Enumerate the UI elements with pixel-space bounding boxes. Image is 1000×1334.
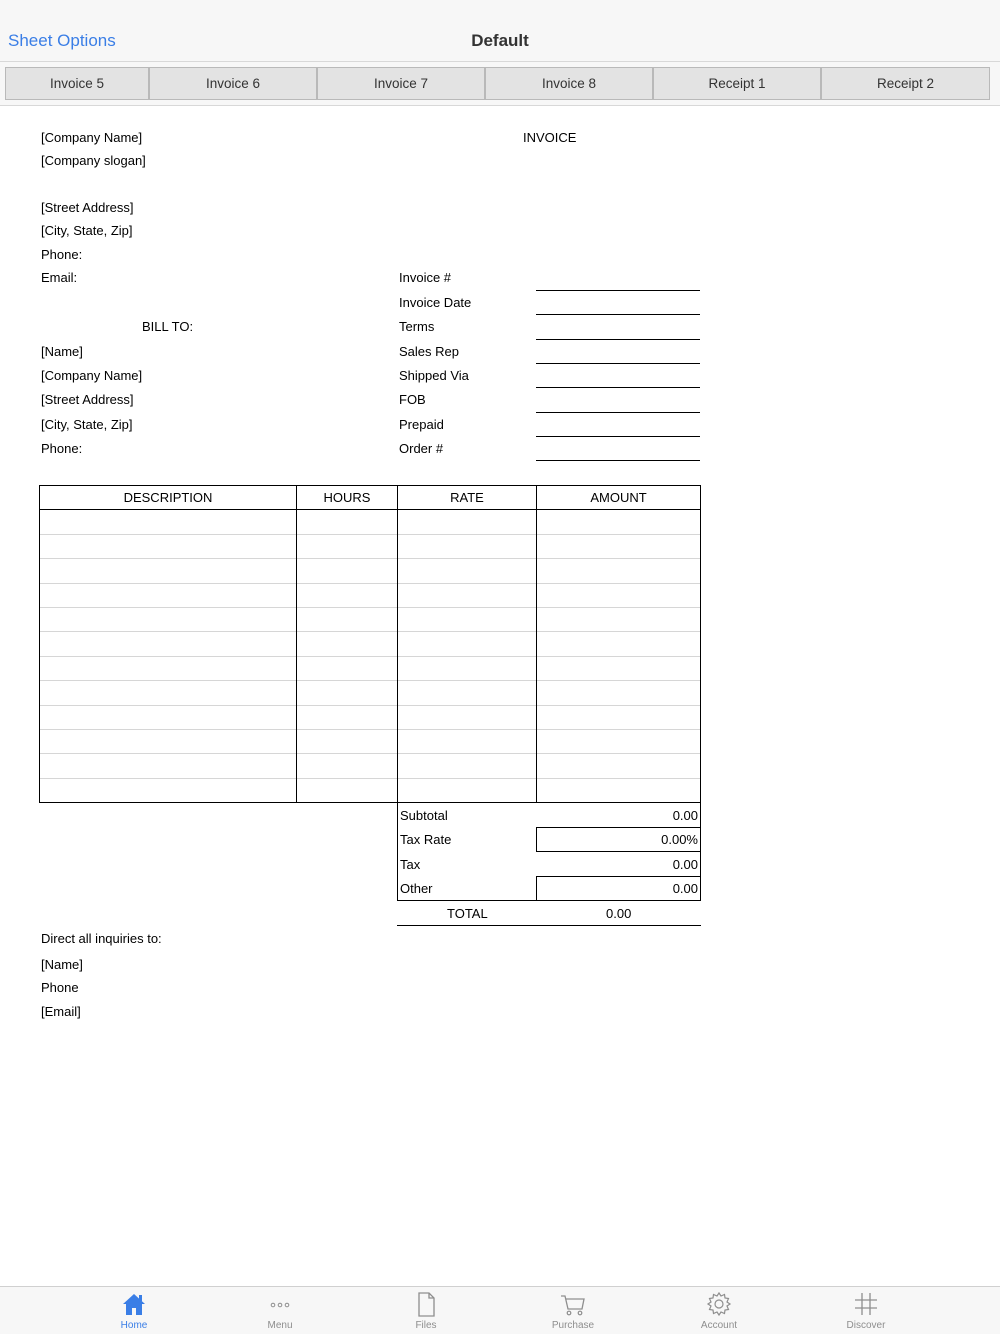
tab-invoice-6[interactable]: Invoice 6 (149, 67, 317, 100)
row-divider (40, 680, 700, 681)
tabbar-menu[interactable] (230, 1287, 330, 1334)
other-value: 0.00 (672, 881, 698, 896)
tab-invoice-7[interactable]: Invoice 7 (317, 67, 485, 100)
invoice-date-field[interactable] (536, 314, 700, 315)
tabbar-discover[interactable] (816, 1287, 916, 1334)
home-icon (121, 1291, 147, 1317)
subtotal-value: 0.00 (672, 808, 698, 823)
bill-to-company[interactable]: [Company Name] (41, 368, 143, 383)
inquiries-name[interactable]: [Name] (41, 957, 83, 972)
fob-label: FOB (399, 392, 426, 407)
prepaid-label: Prepaid (399, 417, 444, 432)
company-name[interactable]: [Company Name] (41, 130, 143, 145)
column-divider (296, 486, 297, 802)
tab-receipt-2[interactable]: Receipt 2 (821, 67, 990, 100)
bottom-tab-bar (0, 1286, 1000, 1334)
total-underline (397, 925, 701, 926)
invoice-sheet (0, 106, 1000, 1286)
total-value: 0.00 (606, 906, 632, 921)
file-icon (413, 1291, 439, 1317)
tab-invoice-8[interactable]: Invoice 8 (485, 67, 653, 100)
city-state-zip[interactable]: [City, State, Zip] (41, 223, 133, 238)
row-divider (40, 705, 700, 706)
subtotal-label: Subtotal (400, 808, 448, 823)
invoice-number-field[interactable] (536, 290, 700, 291)
email-label: Email: (41, 270, 78, 285)
invoice-number-label: Invoice # (399, 270, 452, 285)
tax-rate-label: Tax Rate (400, 832, 452, 847)
tabbar-home[interactable] (84, 1287, 184, 1334)
total-label: TOTAL (447, 906, 488, 921)
tabbar-purchase[interactable] (523, 1287, 623, 1334)
order-number-field[interactable] (536, 460, 700, 461)
shipped-via-field[interactable] (536, 387, 700, 388)
column-header-rate: RATE (450, 490, 484, 505)
bill-to-city[interactable]: [City, State, Zip] (41, 417, 133, 432)
bill-to-heading: BILL TO: (142, 319, 194, 334)
navigation-bar (0, 0, 1000, 62)
inquiries-label: Direct all inquiries to: (41, 931, 162, 946)
terms-field[interactable] (536, 339, 700, 340)
tabbar-menu-label: Menu (267, 1320, 293, 1331)
invoice-date-label: Invoice Date (399, 295, 472, 310)
more-icon (267, 1291, 293, 1317)
tabbar-purchase-label: Purchase (551, 1320, 595, 1331)
row-divider (40, 753, 700, 754)
row-divider (40, 534, 700, 535)
tabbar-files[interactable] (376, 1287, 476, 1334)
row-divider (40, 729, 700, 730)
fob-field[interactable] (536, 412, 700, 413)
inquiries-phone[interactable]: Phone (41, 980, 79, 995)
row-divider (40, 583, 700, 584)
bill-to-phone: Phone: (41, 441, 83, 456)
sheet-options-button[interactable]: Sheet Options (8, 31, 116, 50)
tax-label: Tax (400, 857, 421, 872)
sheet-tabs (0, 62, 1000, 106)
phone-label: Phone: (41, 247, 83, 262)
column-header-amount: AMOUNT (590, 490, 647, 505)
terms-label: Terms (399, 319, 435, 334)
bill-to-name[interactable]: [Name] (41, 344, 83, 359)
invoice-title: INVOICE (523, 130, 577, 145)
tabbar-discover-label: Discover (846, 1320, 886, 1331)
company-slogan[interactable]: [Company slogan] (41, 153, 146, 168)
row-divider (40, 656, 700, 657)
grid-icon (853, 1291, 879, 1317)
row-divider (40, 778, 700, 779)
cart-icon (560, 1291, 586, 1317)
bill-to-street[interactable]: [Street Address] (41, 392, 134, 407)
page-title: Default (471, 31, 529, 50)
row-divider (40, 631, 700, 632)
column-header-description: DESCRIPTION (123, 490, 213, 505)
line-items-table (39, 485, 701, 803)
column-divider (397, 486, 398, 802)
inquiries-email[interactable]: [Email] (41, 1004, 81, 1019)
column-divider (536, 486, 537, 802)
totals-left-border (397, 803, 398, 901)
shipped-via-label: Shipped Via (399, 368, 469, 383)
header-divider (40, 509, 700, 510)
prepaid-field[interactable] (536, 436, 700, 437)
tax-rate-value: 0.00% (661, 832, 698, 847)
gear-icon (706, 1291, 732, 1317)
other-label: Other (400, 881, 433, 896)
row-divider (40, 607, 700, 608)
sales-rep-label: Sales Rep (399, 344, 459, 359)
row-divider (40, 558, 700, 559)
tabbar-account[interactable] (669, 1287, 769, 1334)
tax-value: 0.00 (672, 857, 698, 872)
tab-receipt-1[interactable]: Receipt 1 (653, 67, 821, 100)
sales-rep-field[interactable] (536, 363, 700, 364)
tabbar-files-label: Files (415, 1320, 437, 1331)
tabbar-account-label: Account (700, 1320, 738, 1331)
tabbar-home-label: Home (120, 1320, 148, 1331)
column-header-hours: HOURS (323, 490, 371, 505)
tab-invoice-5[interactable]: Invoice 5 (5, 67, 149, 100)
street-address[interactable]: [Street Address] (41, 200, 134, 215)
order-number-label: Order # (399, 441, 444, 456)
